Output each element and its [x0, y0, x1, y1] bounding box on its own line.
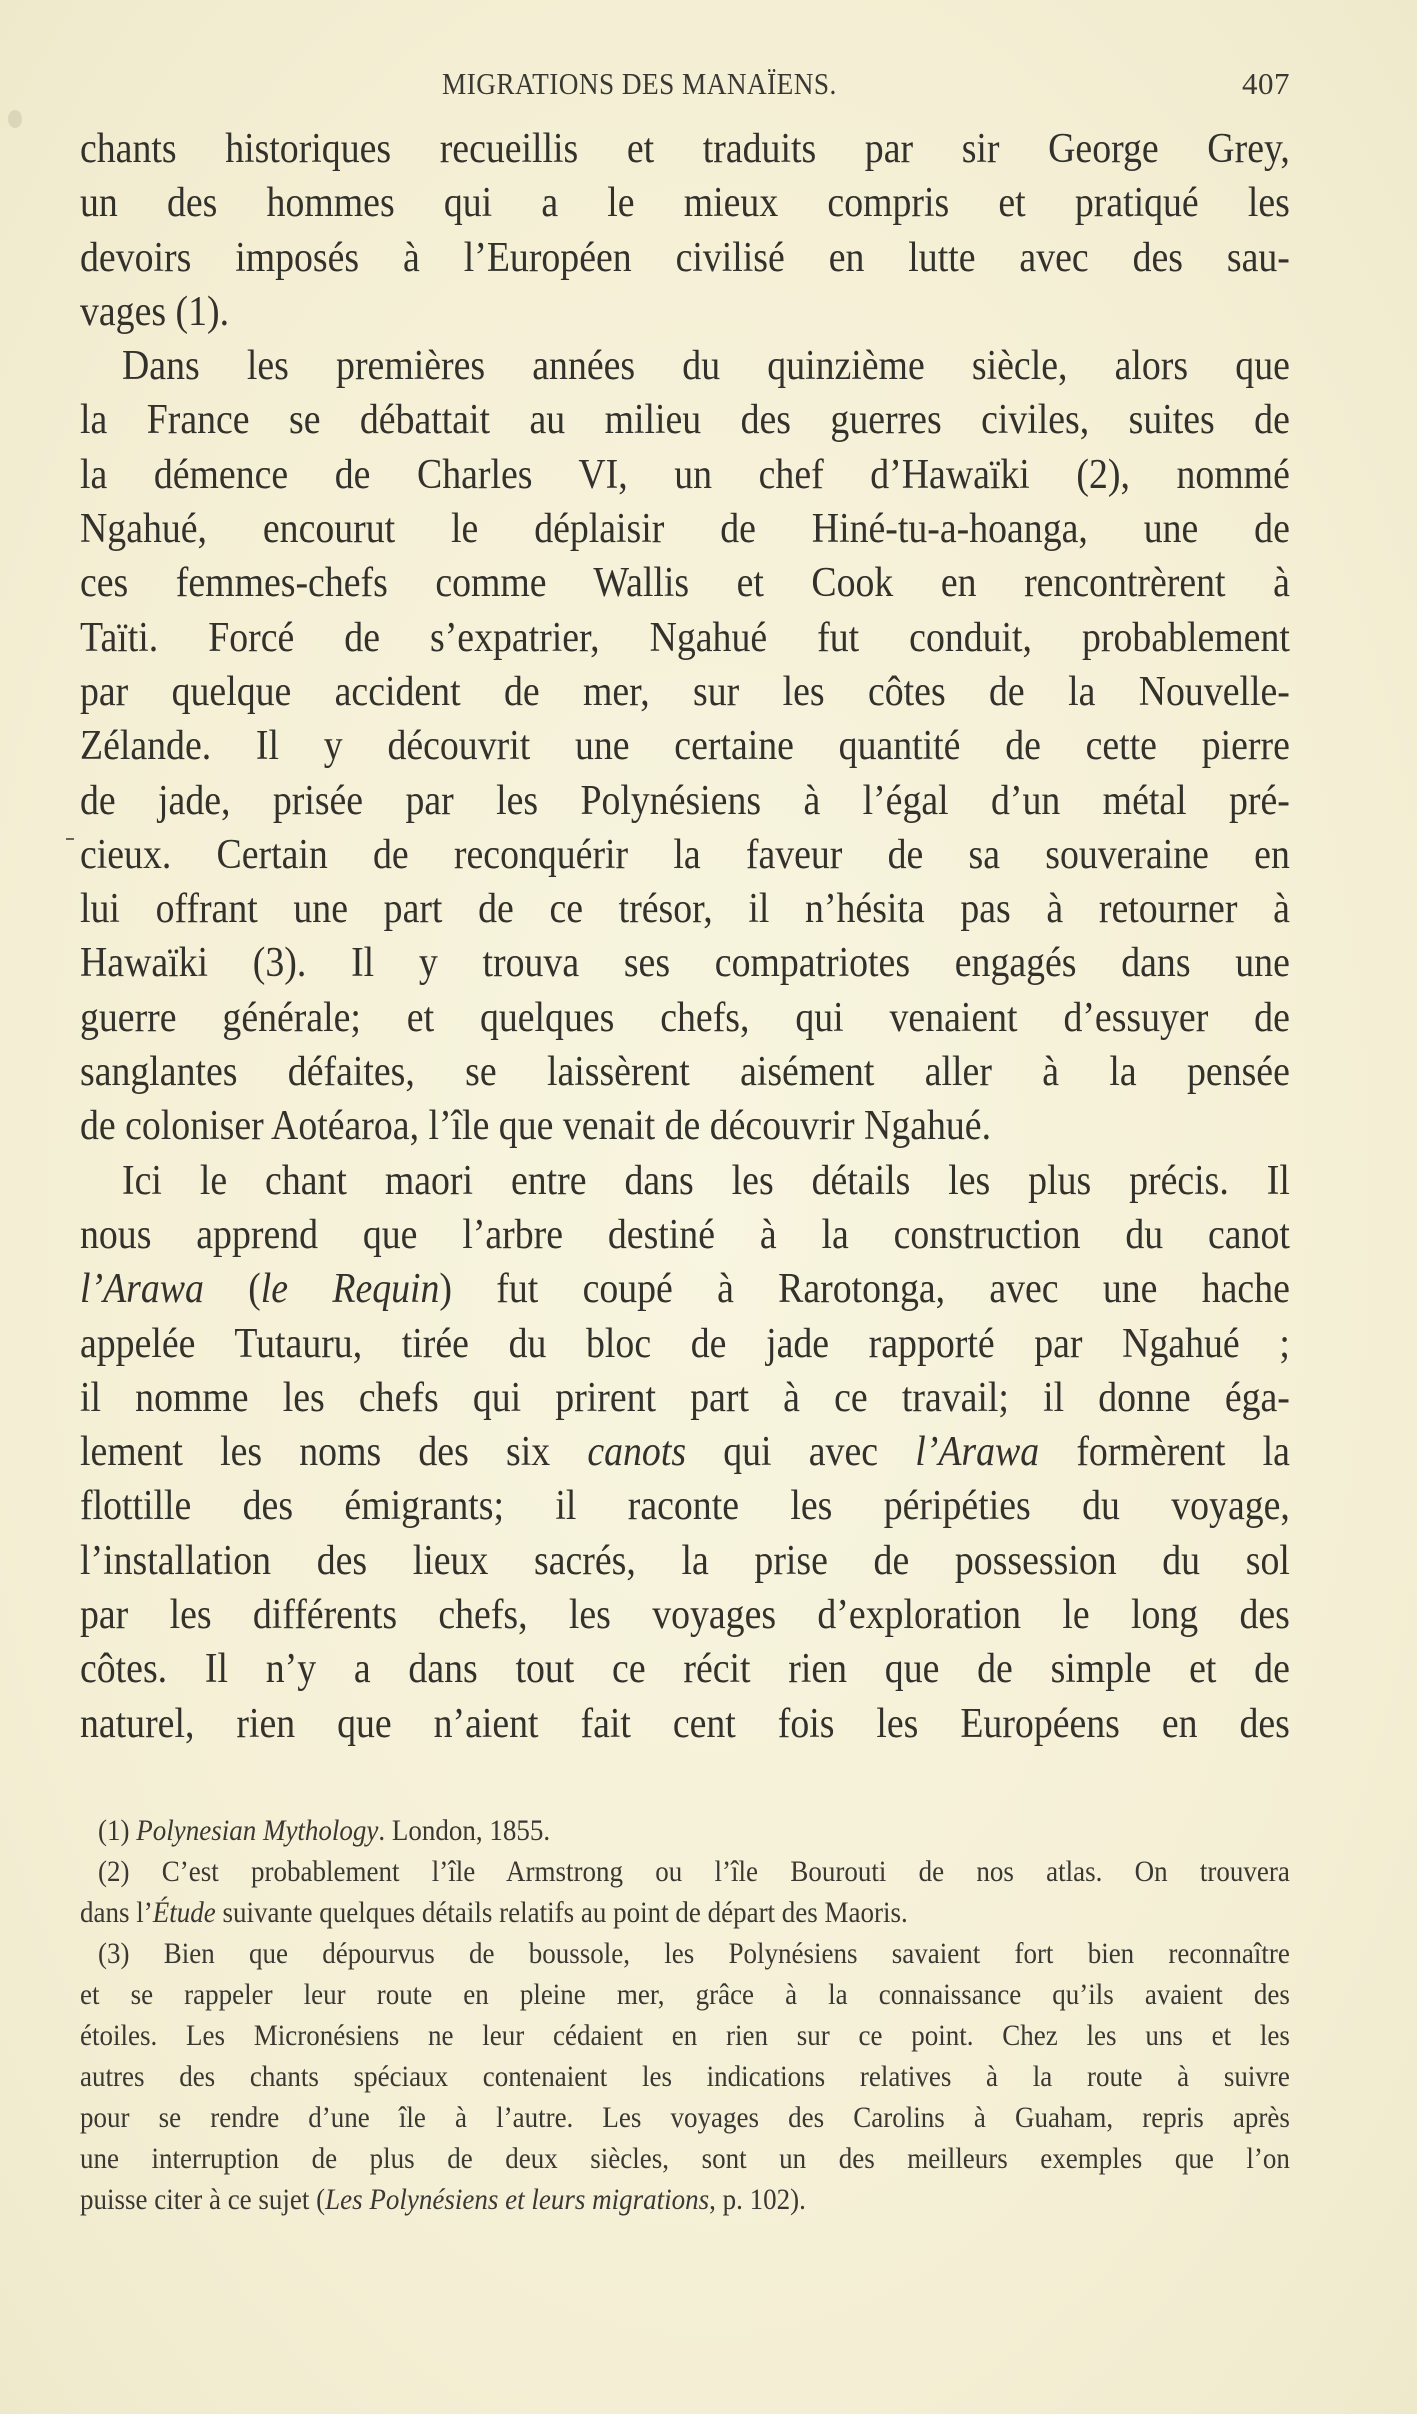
line-text: étoiles. Les Micronésiens ne leur cédaient en rien sur ce point. Chez les uns et les: [80, 2019, 1290, 2052]
line-text: appelée Tutauru, tirée du bloc de jade rapporté par Ngahué ;: [80, 1320, 1290, 1367]
body-line: [80, 231, 1290, 285]
body-line: [80, 774, 1290, 828]
line-text: , p. 102).: [709, 2183, 806, 2216]
body-line-content: [80, 719, 1290, 773]
body-line: [80, 502, 1290, 556]
footnote-line-content: [98, 1851, 1290, 1892]
body-line-content: [80, 1208, 1290, 1262]
paper-smudge: [8, 110, 22, 128]
running-head: [80, 66, 1290, 106]
footnote-line: [80, 1810, 1290, 1851]
line-text: (3) Bien que dépourvus de boussole, les Polynésiens savaient fort bien reconnaître: [98, 1937, 1290, 1970]
line-text: Zélande. Il y découvrit une certaine quantité de cette pierre: [80, 723, 1290, 770]
footnote-line-content: [80, 2015, 1290, 2056]
body-line: [80, 1697, 1290, 1751]
body-line: [80, 1317, 1290, 1371]
body-line-content: [80, 1371, 1290, 1425]
body-line-content: [80, 1317, 1290, 1371]
footnote-line: [80, 1851, 1290, 1892]
line-text: pour se rendre d’une île à l’autre. Les voyages des Carolins à Guaham, repris après: [80, 2101, 1290, 2134]
line-text: Ngahué, encourut le déplaisir de Hiné-tu-a-hoanga, une de: [80, 506, 1290, 553]
footnote-line: [80, 2056, 1290, 2097]
body-line: [80, 1479, 1290, 1533]
body-line-content: [80, 828, 1290, 882]
line-text: flottille des émigrants; il raconte les péripéties du voyage,: [80, 1483, 1290, 1530]
line-text: puisse citer à ce sujet (: [80, 2183, 326, 2216]
footnote-line-content: [80, 2097, 1290, 2138]
body-line: [80, 1371, 1290, 1425]
italic-text: le Requin: [260, 1266, 440, 1313]
line-text: formèrent la: [1039, 1429, 1290, 1476]
line-text: (: [203, 1266, 261, 1313]
body-line: [80, 556, 1290, 610]
line-text: sanglantes défaites, se laissèrent aisément aller à la pensée: [80, 1049, 1290, 1096]
body-line-content: [80, 1642, 1290, 1696]
line-text: de coloniser Aotéaroa, l’île que venait de découvrir Ngahué.: [80, 1103, 992, 1150]
body-line-content: [80, 882, 1290, 936]
body-line: [80, 936, 1290, 990]
page-number: 407: [1242, 66, 1290, 101]
body-line-content: [80, 1262, 1290, 1316]
body-text: [80, 122, 1290, 1751]
body-line: [80, 1262, 1290, 1316]
line-text: lement les noms des six: [80, 1429, 588, 1476]
body-line-content: [80, 1425, 1290, 1479]
line-text: un des hommes qui a le mieux compris et pratiqué les: [80, 180, 1290, 227]
line-text: par les différents chefs, les voyages d’exploration le long des: [80, 1592, 1290, 1639]
italic-text: l’Arawa: [915, 1429, 1040, 1476]
body-line: [80, 1045, 1290, 1099]
footnote-line: [80, 2097, 1290, 2138]
body-line-content: [80, 285, 1290, 339]
footnote-line: [80, 2138, 1290, 2179]
body-line-content: [80, 556, 1290, 610]
body-line: [80, 991, 1290, 1045]
body-line-content: [80, 665, 1290, 719]
line-text: il nomme les chefs qui prirent part à ce travail; il donne éga-: [80, 1374, 1290, 1421]
line-text: cieux. Certain de reconquérir la faveur de sa souveraine en: [80, 831, 1290, 878]
body-line: [80, 176, 1290, 230]
line-text: par quelque accident de mer, sur les côtes de la Nouvelle-: [80, 668, 1290, 715]
body-line-content: [80, 991, 1290, 1045]
italic-text: Les Polynésiens et leurs migrations: [325, 2183, 710, 2216]
italic-text: canots: [587, 1429, 687, 1476]
italic-text: Polynesian Mythology: [136, 1814, 379, 1847]
line-text: ces femmes-chefs comme Wallis et Cook en rencontrèrent à: [80, 560, 1290, 607]
footnote-line: [80, 2015, 1290, 2056]
line-text: qui avec: [686, 1429, 916, 1476]
body-line: [80, 1588, 1290, 1642]
body-line-content: [80, 231, 1290, 285]
footnote-line-content: [80, 1974, 1290, 2015]
body-line-content: [80, 1534, 1290, 1588]
footnote-line-content: [80, 1892, 1290, 1933]
body-line-content: [80, 1045, 1290, 1099]
body-line-content: [80, 1479, 1290, 1533]
body-line-content: [80, 1588, 1290, 1642]
body-line: [80, 339, 1290, 393]
body-line-content: [80, 393, 1290, 447]
body-line: [80, 1208, 1290, 1262]
body-line-content: [80, 448, 1290, 502]
footnote-line-content: [98, 1810, 1290, 1851]
footnote-line-content: [80, 2056, 1290, 2097]
line-text: nous apprend que l’arbre destiné à la construction du canot: [80, 1211, 1290, 1258]
body-line: [80, 719, 1290, 773]
footnote-line: [80, 2179, 1290, 2220]
footnote-line-content: [80, 2179, 1290, 2220]
margin-mark: [66, 838, 74, 840]
body-line-content: [80, 774, 1290, 828]
body-line-content: [80, 936, 1290, 990]
body-line: [80, 1099, 1290, 1153]
footnotes: [80, 1810, 1290, 2220]
footnote-line: [80, 1933, 1290, 1974]
line-text: la France se débattait au milieu des guerres civiles, suites de: [80, 397, 1290, 444]
line-text: naturel, rien que n’aient fait cent fois les Européens en des: [80, 1700, 1290, 1747]
line-text: lui offrant une part de ce trésor, il n’hésita pas à retourner à: [80, 886, 1290, 933]
italic-text: Étude: [152, 1896, 216, 1929]
line-text: Taïti. Forcé de s’expatrier, Ngahué fut conduit, probablement: [80, 614, 1290, 661]
body-line: [80, 611, 1290, 665]
line-text: vages (1).: [80, 288, 230, 335]
body-line-content: [80, 1099, 1290, 1153]
body-line-content: [80, 1697, 1290, 1751]
line-text: côtes. Il n’y a dans tout ce récit rien que de simple et de: [80, 1646, 1290, 1693]
body-line-content: [80, 122, 1290, 176]
body-line: [80, 1154, 1290, 1208]
body-line: [80, 122, 1290, 176]
line-text: la démence de Charles VI, un chef d’Hawaïki (2), nommé: [80, 451, 1290, 498]
body-line: [80, 448, 1290, 502]
body-line: [80, 665, 1290, 719]
footnote-line-content: [98, 1933, 1290, 1974]
line-text: chants historiques recueillis et traduits par sir George Grey,: [80, 126, 1290, 172]
line-text: Ici le chant maori entre dans les détails les plus précis. Il: [122, 1157, 1290, 1204]
body-line-content: [80, 502, 1290, 556]
body-line-content: [122, 339, 1290, 393]
body-line-content: [80, 611, 1290, 665]
footnote-line: [80, 1892, 1290, 1933]
body-line: [80, 828, 1290, 882]
line-text: ) fut coupé à Rarotonga, avec une hache: [439, 1266, 1290, 1313]
body-line-content: [80, 176, 1290, 230]
body-line: [80, 1642, 1290, 1696]
footnote-line: [80, 1974, 1290, 2015]
line-text: Dans les premières années du quinzième siècle, alors que: [122, 343, 1290, 390]
line-text: suivante quelques détails relatifs au point de départ des Maoris.: [215, 1896, 908, 1929]
line-text: une interruption de plus de deux siècles, sont un des meilleurs exemples que l’on: [80, 2142, 1290, 2175]
body-line-content: [122, 1154, 1290, 1208]
body-line: [80, 1534, 1290, 1588]
line-text: . London, 1855.: [378, 1814, 551, 1847]
line-text: devoirs imposés à l’Européen civilisé en lutte avec des sau-: [80, 234, 1290, 281]
line-text: de jade, prisée par les Polynésiens à l’égal d’un métal pré-: [80, 777, 1290, 824]
body-line: [80, 285, 1290, 339]
line-text: (1): [98, 1814, 137, 1847]
body-line: [80, 882, 1290, 936]
line-text: guerre générale; et quelques chefs, qui venaient d’essuyer de: [80, 994, 1290, 1041]
body-line: [80, 1425, 1290, 1479]
line-text: l’installation des lieux sacrés, la prise de possession du sol: [80, 1537, 1290, 1584]
line-text: (2) C’est probablement l’île Armstrong ou l’île Bourouti de nos atlas. On trouvera: [98, 1855, 1290, 1888]
body-line: [80, 393, 1290, 447]
line-text: Hawaïki (3). Il y trouva ses compatriotes engagés dans une: [80, 940, 1290, 987]
line-text: et se rappeler leur route en pleine mer, grâce à la connaissance qu’ils avaient des: [80, 1978, 1290, 2011]
italic-text: l’Arawa: [80, 1266, 204, 1313]
chapter-title: MIGRATIONS DES MANAÏENS.: [442, 66, 837, 101]
line-text: autres des chants spéciaux contenaient les indications relatives à la route à suivre: [80, 2060, 1290, 2093]
line-text: dans l’: [80, 1896, 153, 1929]
footnote-line-content: [80, 2138, 1290, 2179]
